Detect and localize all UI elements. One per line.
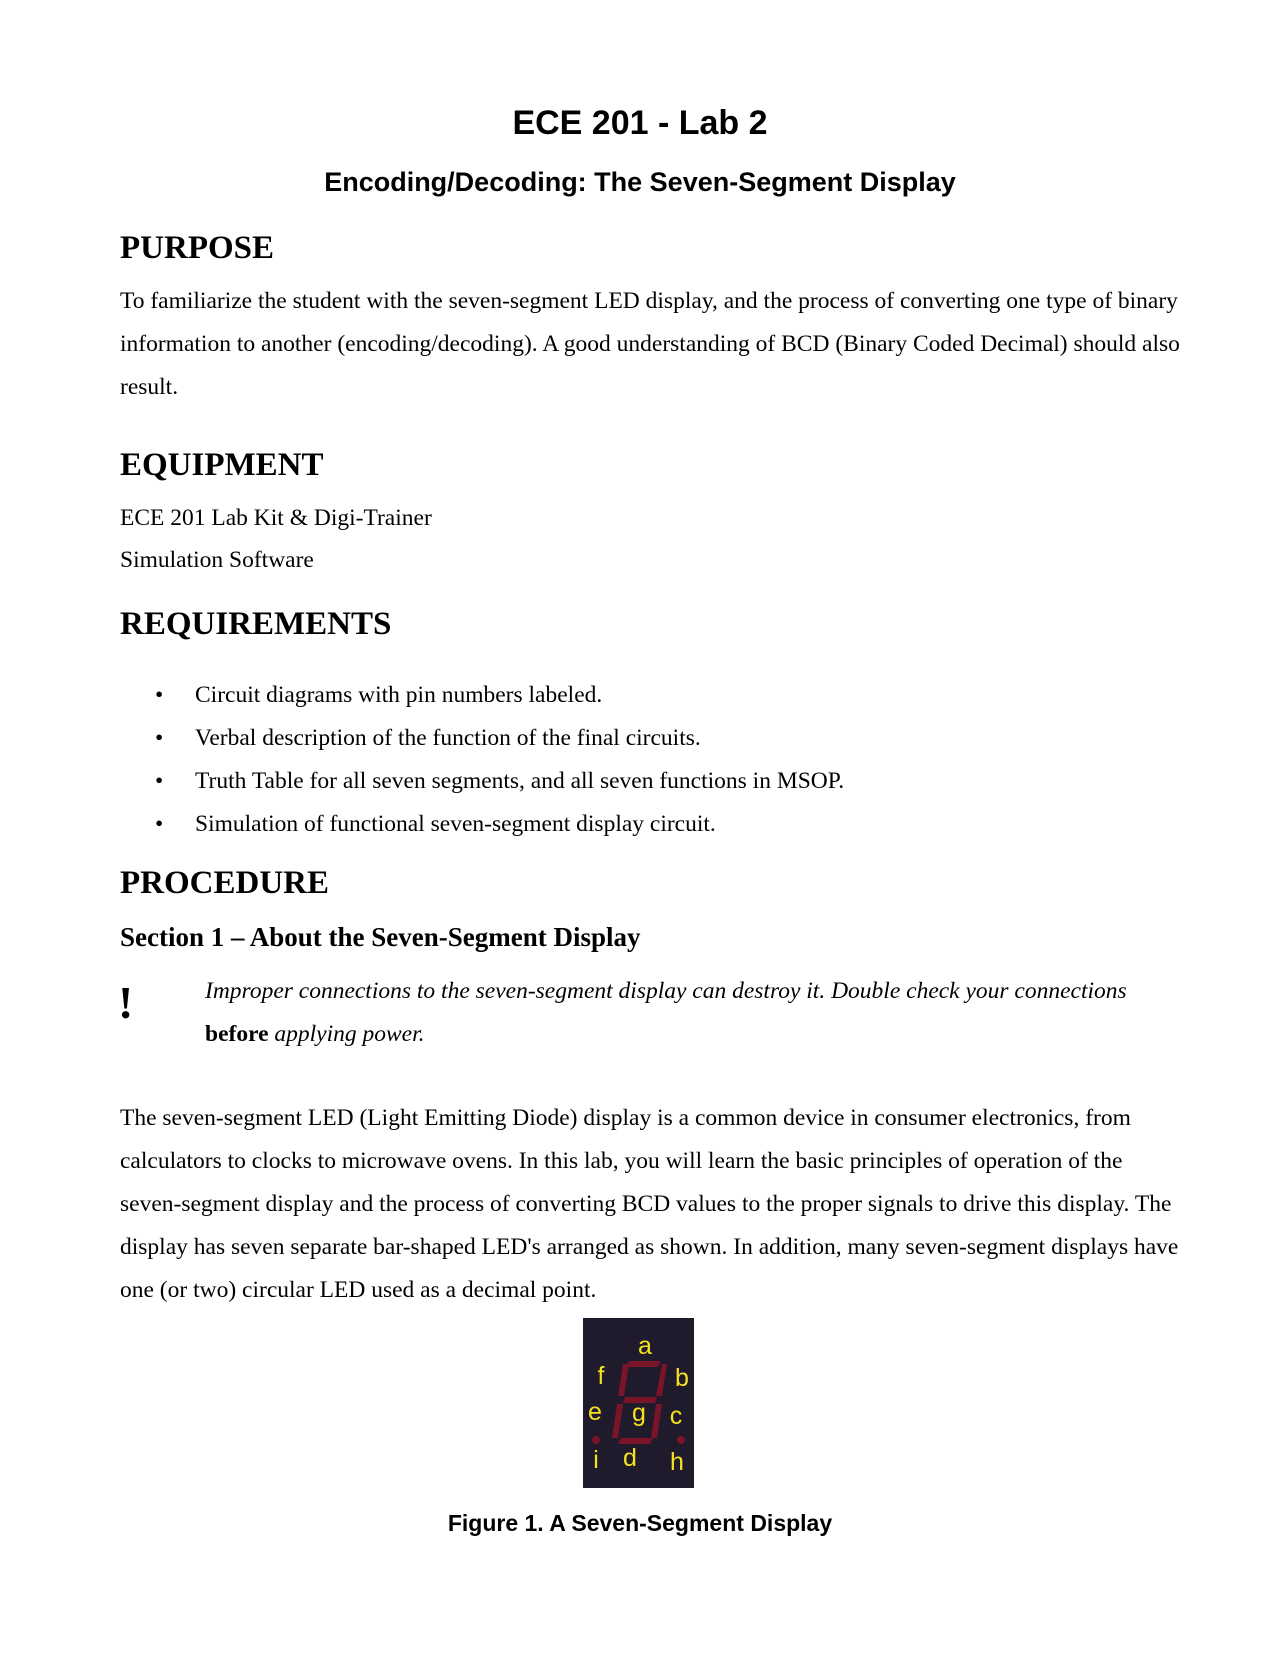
list-item (155, 760, 844, 803)
list-item (155, 803, 844, 846)
requirement-text: Truth Table for all seven segments, and all seven functions in MSOP. (195, 768, 845, 794)
label-e: e (588, 1398, 602, 1426)
document-title: ECE 201 - Lab 2 (512, 104, 768, 142)
purpose-heading: PURPOSE (120, 230, 275, 266)
document-subtitle: Encoding/Decoding: The Seven-Segment Display (324, 167, 956, 197)
label-d: d (623, 1444, 637, 1472)
bullet-marker: • (155, 811, 164, 837)
label-h: h (670, 1448, 684, 1476)
purpose-text: To familiarize the student with the seven-segment LED display, and the process of converting one type of binary information to another (encoding/decoding). A good understanding of BCD (Binary Coded Decimal) should also result. (120, 288, 1180, 400)
requirement-text: Circuit diagrams with pin numbers labeled. (195, 682, 603, 708)
seven-segment-display-figure (583, 1318, 694, 1488)
label-i: i (593, 1446, 599, 1474)
decimal-point-right (677, 1436, 685, 1444)
label-g: g (632, 1399, 646, 1427)
requirements-heading: REQUIREMENTS (120, 606, 392, 642)
warning-part-1: Improper connections to the seven-segment display can destroy it. Double check your connections (205, 978, 1127, 1004)
requirement-text: Verbal description of the function of the final circuits. (195, 725, 701, 751)
procedure-body: The seven-segment LED (Light Emitting Diode) display is a common device in consumer electronics, from calculators to clocks to microwave ovens. In this lab, you will learn the basic principles of operation of the seven-segment display and the process of converting BCD values to the proper signals to drive this display. The display has seven separate bar-shaped LED's arranged as shown. In addition, many seven-segment displays have one (or two) circular LED used as a decimal point. (120, 1105, 1179, 1303)
requirement-text: Simulation of functional seven-segment display circuit. (195, 811, 716, 837)
equipment-item-lab-kit: ECE 201 Lab Kit & Digi-Trainer (120, 505, 432, 531)
warning-part-2: applying power. (268, 1021, 425, 1047)
label-c: c (669, 1402, 683, 1430)
label-f: f (597, 1362, 605, 1390)
bullet-marker: • (155, 682, 164, 708)
warning-emphasis: before (205, 1021, 269, 1047)
section-1-heading: Section 1 – About the Seven-Segment Display (120, 922, 641, 952)
decimal-point-left (592, 1436, 600, 1444)
warning-icon: ! (118, 977, 134, 1028)
segment-a (626, 1361, 661, 1367)
list-item (155, 674, 844, 717)
procedure-heading: PROCEDURE (120, 865, 330, 901)
label-b: b (675, 1364, 689, 1392)
figure-caption: Figure 1. A Seven-Segment Display (447, 1510, 833, 1536)
equipment-heading: EQUIPMENT (120, 447, 324, 483)
bullet-marker: • (155, 768, 164, 794)
label-a: a (638, 1332, 652, 1360)
requirements-list (155, 674, 844, 846)
warning-text (205, 970, 1185, 1056)
list-item (155, 717, 844, 760)
bullet-marker: • (155, 725, 164, 751)
equipment-item-software: Simulation Software (120, 547, 314, 573)
